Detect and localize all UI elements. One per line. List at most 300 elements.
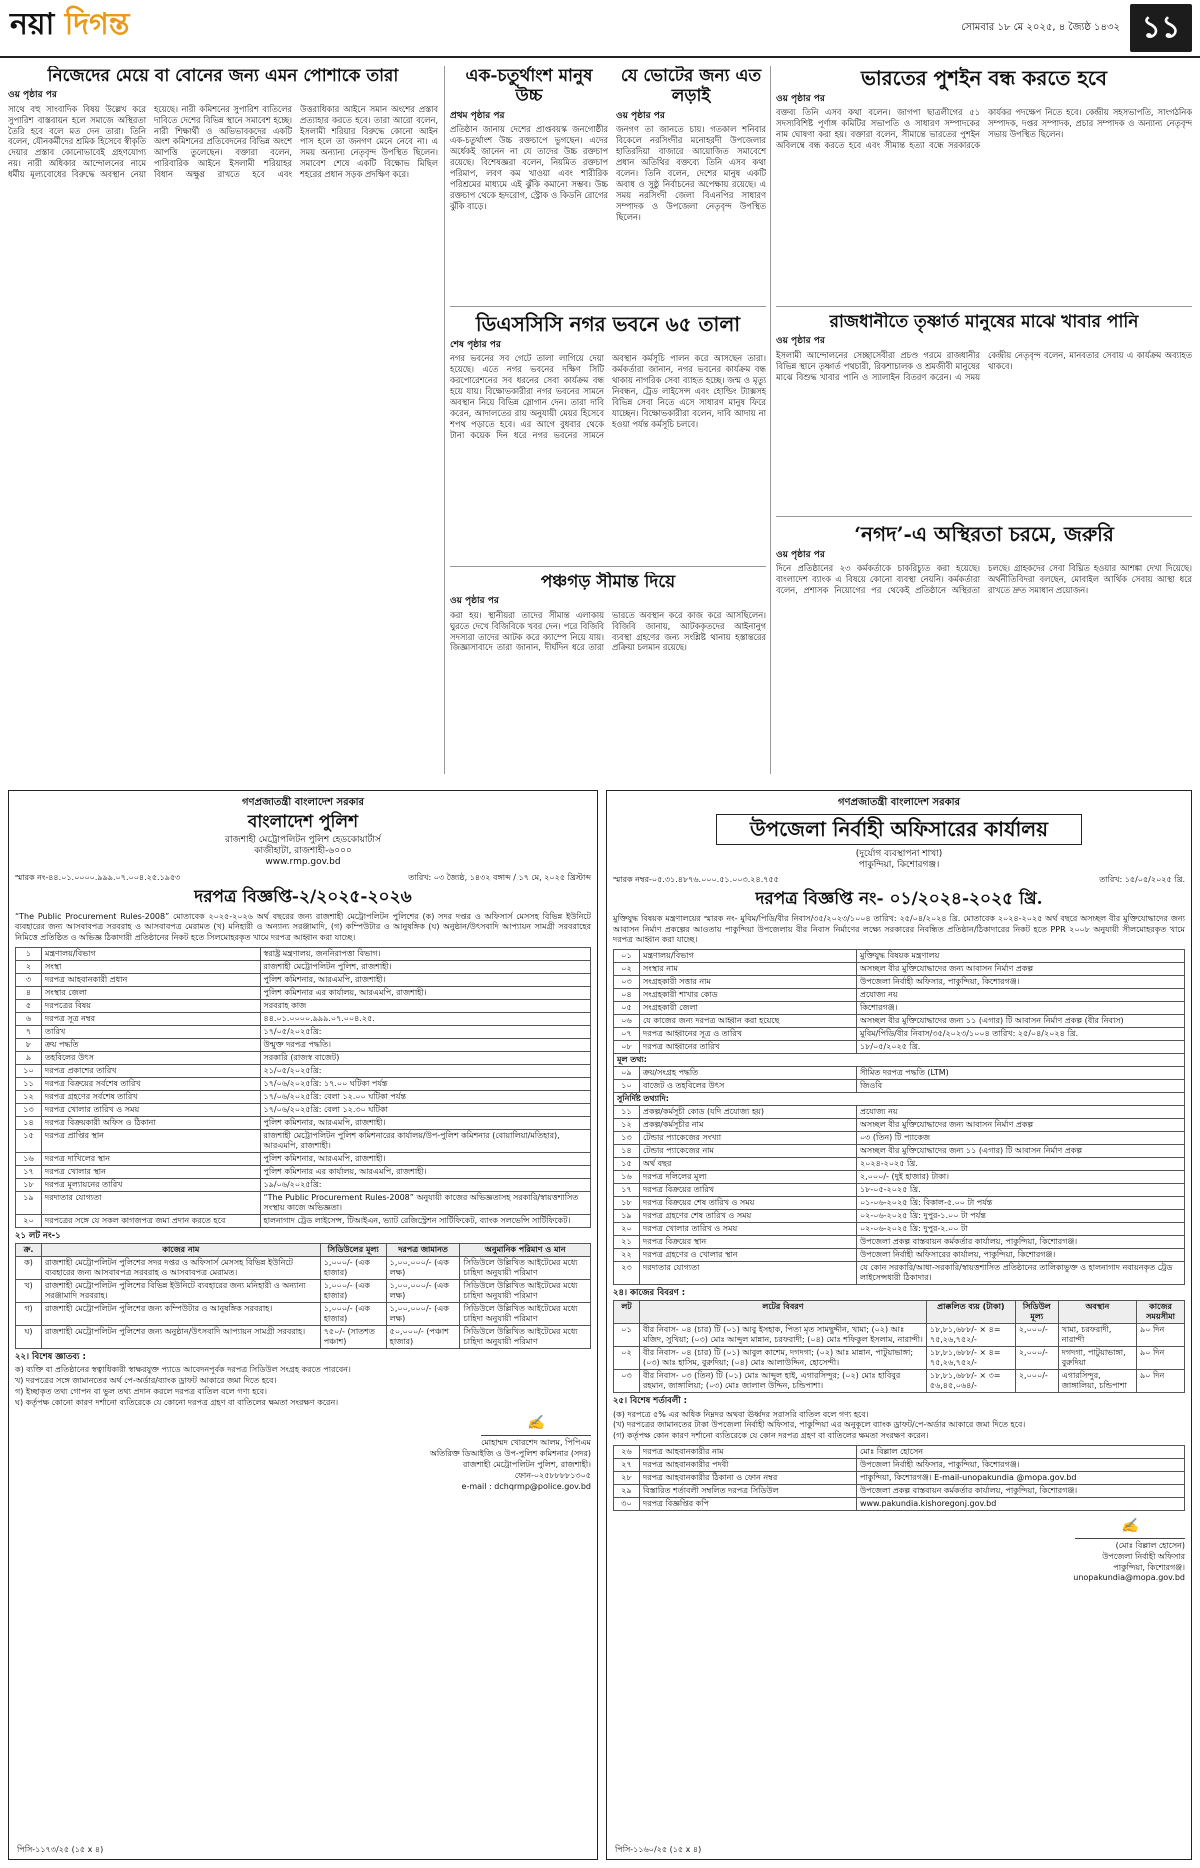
table-cell: সরবরাহ কাজ xyxy=(260,999,591,1012)
table-cell: দরপত্র বিক্রয়ের সর্বশেষ তারিখ xyxy=(42,1077,261,1090)
table-cell: দরপত্র বিজ্ঞপ্তির কপি xyxy=(640,1498,857,1511)
table-cell: তারিখ xyxy=(42,1025,261,1038)
table-cell: টেন্ডার প্যাকেজের নাম xyxy=(640,1145,857,1158)
table-cell: প্রকল্প/কর্মসূচী কোড (যদি প্রযোজ্য হয়) xyxy=(640,1106,857,1119)
table-row xyxy=(16,1025,591,1038)
table-cell: ১৭ xyxy=(16,1165,42,1178)
table-cell: দরপত্র মূল্যায়নের তারিখ xyxy=(42,1178,261,1191)
table-cell: প্রযোজ্য নয় xyxy=(856,1106,1184,1119)
table-cell: ০৩ xyxy=(614,1370,640,1393)
table-cell: স্বরাষ্ট্র মন্ত্রণালয়, জননিরাপত্তা বিভাগ। xyxy=(260,947,591,960)
table-row xyxy=(16,1165,591,1178)
column-header: লট xyxy=(614,1301,640,1324)
table-cell: দরপত্র খোলার তারিখ ও সময় xyxy=(640,1223,857,1236)
dateline: সোমবার ১৮ মে ২০২৫, ৪ জ্যৈষ্ঠ ১৪৩২ xyxy=(961,22,1120,33)
table-cell: মন্ত্রণালয়/বিভাগ xyxy=(640,950,857,963)
table-cell: ২০ xyxy=(614,1223,640,1236)
table-cell: ১৭/০৬/২০২৫খ্রি: বেলা ১২.০০ ঘটিকা পর্যন্ত xyxy=(260,1090,591,1103)
table-cell: বীর নিবাস- ০৪ (চার) টি (০১) আবুল কাশেম, দগদগা; (০২) আঃ মান্নান, পাটুয়াভাঙ্গা; (০৩) আঃ হাসিম, বুরুদিয়া; (০৪) মোঃ আলাউদ্দিন, হোসেন্দী। xyxy=(640,1347,927,1370)
page-number: ১১ xyxy=(1130,4,1192,52)
story-nagad xyxy=(776,522,1192,774)
list-item: (ক) দরপত্রে ৫% এর অধিক নিম্নদর অথবা ঊর্ধ্বদর সরাসরি বাতিল বলে গণ্য হবে। xyxy=(613,1409,869,1419)
table-cell: www.pakundia.kishoregonj.gov.bd xyxy=(856,1498,1184,1511)
table-cell: “The Public Procurement Rules-2008” অনুযায়ী কাজের অভিজ্ঞতাসহ সরকারি/স্বায়ত্তশাসিত সংস্থায় কাজে অভিজ্ঞতা। xyxy=(260,1191,591,1214)
table-cell: ৯ xyxy=(16,1051,42,1064)
table-cell: ২,০০০/- xyxy=(1015,1370,1058,1393)
table-cell: ২৯ xyxy=(614,1485,640,1498)
table-cell: দরপত্রের সঙ্গে যে সকল কাগজপত্র জমা প্রদান করতে হবে xyxy=(42,1214,261,1227)
table-cell: উপজেলা নির্বাহী অফিসার, পাকুন্দিয়া, কিশোরগঞ্জ। xyxy=(856,976,1184,989)
table-cell: উপজেলা প্রকল্প বাস্তবায়ন কর্মকর্তার কার্যালয়, পাকুন্দিয়া, কিশোরগঞ্জ। xyxy=(856,1236,1184,1249)
table-cell: ১৯/০৬/২০২৫খ্রি: xyxy=(260,1178,591,1191)
column-header: অনুমানিক পরিমাণ ও মান xyxy=(460,1243,591,1256)
table-row xyxy=(614,1498,1185,1511)
table-cell: দরপত্র খোলার স্থান xyxy=(42,1165,261,1178)
table-cell: ০৫ xyxy=(614,1002,640,1015)
email-link[interactable]: unopakundia@mopa.gov.bd xyxy=(1073,1573,1185,1583)
table-cell: ১,০০,০০০/- (এক লক্ষ) xyxy=(386,1302,460,1325)
notes-title: ২২। বিশেষ জ্ঞাতব্য : xyxy=(15,1351,86,1362)
table-cell: ৫ xyxy=(16,999,42,1012)
table-row xyxy=(614,1145,1185,1158)
table-cell: প্রকল্প/কর্মসূচীর নাম xyxy=(640,1119,857,1132)
table-row xyxy=(16,1302,591,1325)
table-cell: ০৩ (তিন) টি প্যাকেজ xyxy=(856,1132,1184,1145)
story-continued: ওয় পৃষ্ঠার পর xyxy=(776,94,825,104)
notice-memo: স্মারক নম্বর-০৫.৩১.৪৮৭৬.০০০.৫১.০০৩.২৪.৭৫৫ xyxy=(613,875,779,884)
story-headline: ডিএসসিসি নগর ভবনে ৬৫ তালা xyxy=(475,312,741,336)
table-row xyxy=(614,1041,1185,1054)
table-row xyxy=(614,1197,1185,1210)
notice-office: (দুর্যোগ ব্যবস্থাপনা শাখা) xyxy=(855,848,943,859)
story-headline: ভারতের পুশইন বন্ধ করতে হবে xyxy=(860,66,1108,90)
table-cell: সীমিত দরপত্র পদ্ধতি (LTM) xyxy=(856,1067,1184,1080)
table-cell: ১৬ xyxy=(16,1152,42,1165)
table-cell: ঘ) xyxy=(16,1325,42,1348)
table-row xyxy=(614,1171,1185,1184)
list-item: (গ) কর্তৃপক্ষ কোন কারণ দর্শানো ব্যতিরেকে যে কোন দরপত্র গ্রহণ বা বাতিলের ক্ষমতা সংরক্ষণ করেন। xyxy=(613,1431,929,1441)
table-cell: ১৪ xyxy=(614,1145,640,1158)
police-tender-notice xyxy=(8,790,598,1860)
table-cell: পুলিশ কমিশনার এর কার্যালয়, আরএমপি, রাজশাহী। xyxy=(260,986,591,999)
news-section xyxy=(0,62,1200,782)
table-cell: ২২ xyxy=(614,1249,640,1262)
table-cell: ৪ xyxy=(16,986,42,999)
terms-title: ২৫। বিশেষ শর্তাবলী : xyxy=(613,1396,688,1407)
table-cell: ২,০০০/- (দুই হাজার) টাকা। xyxy=(856,1171,1184,1184)
table-cell: ক্রয় পদ্ধতি xyxy=(42,1038,261,1051)
table-row xyxy=(16,1325,591,1348)
story-continued: ওয় পৃষ্ঠার পর xyxy=(450,596,499,607)
notice-info-table xyxy=(15,947,591,1228)
notice-intro: মুক্তিযুদ্ধ বিষয়ক মন্ত্রণালয়ের স্মারক নং- মুবিম/পিডি/বীর নিবাস/৩৫/২০২৩/১০০৪ তারিখ: ২৫/০৪/২০২৪ খ্রি. মোতাবেক ২০২৪-২০২৫ অর্থ বছরে অসচ্ছল বীর মুক্তিযোদ্ধাদের জন্য আবাসন নির্মাণ প্রকল্পের আওতায় পাকুন্দিয়া উপজেলায় বীর নিবাস নির্মাণের লক্ষ্যে সরকারের নিবন্ধিত প্রতিষ্ঠান/ঠিকাদারের নিকট হতে PPR ২০০৮ অনুযায়ী সীলমোহরকৃত খামে দরপত্র আহ্বান করা যাচ্ছে। xyxy=(613,914,1185,945)
table-cell: ১৭ xyxy=(614,1184,640,1197)
uno-tender-notice xyxy=(606,790,1192,1860)
table-cell: ১৮-০৫-২০২৫ খ্রি. xyxy=(856,1184,1184,1197)
story-body: সাথে বহু সাংবাদিক বিষয় উল্লেখ করে সুপারিশ বাস্তবায়ন হলে সমাজে অস্থিরতা তৈরি হবে বলে মত দেন তারা। তিনি বলেন, যৌনকর্মীদের শ্রমিক হিসেবে স্বীকৃতি দেয়ার প্রস্তাব কোনোভাবেই গ্রহণযোগ্য নয়। নারী অধিকার আন্দোলনের নামে ধর্মীয় মূল্যবোধের বিরুদ্ধে অবস্থান নেয়া হয়েছে। নারী কমিশনের সুপারিশ বাতিলের দাবিতে দেশের বিভিন্ন স্থানে সমাবেশ হচ্ছে। নারী শিক্ষার্থী ও অভিভাবকদের একটি অংশ কমিশনের প্রতিবেদনের বিভিন্ন অংশে আপত্তি তুলেছেন। বক্তারা বলেন, পারিবারিক আইনে ইসলামী শরিয়াহর বিধান অক্ষুণ্ণ রাখতে হবে এবং উত্তরাধিকার আইনে সমান অংশের প্রস্তাব প্রত্যাহার করতে হবে। তারা আরো বলেন, ইসলামী শরিয়ার বিরুদ্ধে কোনো আইন পাস হলে তা জনগণ মেনে নেবে না। এ সময় অন্যান্য নেতৃবৃন্দ উপস্থিত ছিলেন। সমাবেশ শেষে একটি বিক্ষোভ মিছিল শহরের প্রধান সড়ক প্রদক্ষিণ করে। xyxy=(8,103,438,180)
table-cell: ১৭/০৫/২০২৫খ্রি: xyxy=(260,1025,591,1038)
section-label: মূল তথ্য: xyxy=(614,1054,1185,1067)
table-cell: রাজশাহী মেট্রোপলিটন পুলিশ, রাজশাহী। xyxy=(260,960,591,973)
terms-list xyxy=(613,1410,1185,1442)
table-cell: ১০ xyxy=(16,1064,42,1077)
table-cell: তহবিলের উৎস xyxy=(42,1051,261,1064)
table-cell: দরপত্র আহ্বানের তারিখ xyxy=(640,1041,857,1054)
table-cell: পুলিশ কমিশনার এর কার্যালয়, আরএমপি, রাজশাহী। xyxy=(260,1165,591,1178)
notice-gov: গণপ্রজাতন্ত্রী বাংলাদেশ সরকার xyxy=(242,797,364,808)
table-row xyxy=(16,1051,591,1064)
table-cell: ১৪ xyxy=(16,1116,42,1129)
table-cell: ৬ xyxy=(16,1012,42,1025)
table-cell: খামা, চরফরাদী, নারান্দী xyxy=(1058,1324,1136,1347)
table-cell: মুক্তিযুদ্ধ বিষয়ক মন্ত্রণালয় xyxy=(856,950,1184,963)
table-cell: খ) xyxy=(16,1279,42,1302)
table-cell: সিডিউলে উল্লিখিত আইটেমের মধ্যে চাহিদা অনুযায়ী পরিমাণ xyxy=(460,1279,591,1302)
table-row xyxy=(16,1038,591,1051)
table-cell: দরপত্র বিক্রয়ের স্থান xyxy=(640,1236,857,1249)
story-headline: ‘নগদ’-এ অস্থিরতা চরমে, জরুরি xyxy=(854,522,1114,546)
column-header: ক্র. xyxy=(16,1243,42,1256)
table-cell: ১৫ xyxy=(16,1129,42,1152)
table-cell: ক্রয়/সংগ্রহ পদ্ধতি xyxy=(640,1067,857,1080)
table-row xyxy=(16,1064,591,1077)
table-row xyxy=(16,947,591,960)
table-cell: ০৪ xyxy=(614,989,640,1002)
table-row xyxy=(614,1002,1185,1015)
table-cell: ২৬ xyxy=(614,1446,640,1459)
table-cell: ২৩ xyxy=(614,1262,640,1285)
table-cell: বিস্তারিত শর্তাবলী সম্বলিত দরপত্র সিডিউল xyxy=(640,1485,857,1498)
table-cell: ১,০০০/- (এক হাজার) xyxy=(320,1302,386,1325)
story-dscc xyxy=(450,312,766,562)
table-cell: রাজশাহী মেট্রোপলিটন পুলিশের জন্য কম্পিউটার ও আনুষঙ্গিক সরবরাহ। xyxy=(42,1302,321,1325)
table-row xyxy=(16,1152,591,1165)
table-cell: সিডিউলে উল্লিখিত আইটেমের মধ্যে চাহিদা অনুযায়ী পরিমাণ xyxy=(460,1302,591,1325)
table-cell: দরপত্র আহ্বানের সূত্র ও তারিখ xyxy=(640,1028,857,1041)
table-cell: উপজেলা প্রকল্প বাস্তবায়ন কর্মকর্তার কার্যালয়, পাকুন্দিয়া, কিশোরগঞ্জ। xyxy=(856,1485,1184,1498)
story-headline: নিজেদের মেয়ে বা বোনের জন্য এমন পোশাকে তারা xyxy=(47,66,399,86)
table-row xyxy=(614,1459,1185,1472)
table-cell: ২৮ xyxy=(614,1472,640,1485)
table-cell: ০২ xyxy=(614,1347,640,1370)
table-row xyxy=(16,960,591,973)
table-cell: ১৮,৮১,৬৮৮/- × ৪= ৭৫,২৬,৭৫২/- xyxy=(926,1347,1015,1370)
table-cell: ১৩ xyxy=(16,1103,42,1116)
notice-intro: “The Public Procurement Rules-2008” মোতাবেক ২০২৫-২০২৬ অর্থ বছরের জন্য রাজশাহী মেট্রোপলিটন পুলিশের (ক) সদর দপ্তর ও অফিসার্স মেসসহ বিভিন্ন ইউনিটে ব্যবহারের জন্য আসবাবপত্র সরবরাহ ও আসবাবপত্র মেরামত (খ) মনিহারী ও অন্যান্য সরঞ্জামাদি, (গ) কম্পিউটার ও আনুষঙ্গিক (ঘ) অনুষ্ঠান/উৎসবাদি আপ্যায়ন সামগ্রী সরবরাহের নিমিত্তে প্রতিষ্ঠিত ও অভিজ্ঞ ঠিকাদারী প্রতিষ্ঠানের নিকট হতে সিলমোহরকৃত খামে দরপত্র আহ্বান করা যাচ্ছে। xyxy=(15,911,591,942)
column-header: সিডিউল মূল্য xyxy=(1015,1301,1058,1324)
table-cell: পুলিশ কমিশনার, আরএমপি, রাজশাহী। xyxy=(260,1116,591,1129)
table-cell: ০৮ xyxy=(614,1041,640,1054)
table-cell: ১০ xyxy=(614,1080,640,1093)
table-cell: ১৬ xyxy=(614,1171,640,1184)
table-row xyxy=(16,1191,591,1214)
table-cell: উপজেলা নির্বাহী অফিসার, পাকুন্দিয়া, কিশোরগঞ্জ। xyxy=(856,1459,1184,1472)
table-cell: উন্মুক্ত দরপত্র পদ্ধতি। xyxy=(260,1038,591,1051)
table-row xyxy=(614,1080,1185,1093)
table-cell: উপজেলা নির্বাহী অফিসারের কার্যালয়, পাকুন্দিয়া, কিশোরগঞ্জ। xyxy=(856,1249,1184,1262)
table-cell: মন্ত্রণালয়/বিভাগ xyxy=(42,947,261,960)
signature: ✍ xyxy=(481,1414,591,1436)
table-row xyxy=(16,1103,591,1116)
section-label: সুনির্দিষ্ট তথ্যাদি: xyxy=(614,1093,1185,1106)
table-cell: সংস্থা xyxy=(42,960,261,973)
table-cell: ১৭/০৬/২০২৫খ্রি: ১৭.০০ ঘটিকা পর্যন্ত xyxy=(260,1077,591,1090)
table-row xyxy=(614,950,1185,963)
table-row xyxy=(16,999,591,1012)
table-cell: বাজেট ও তহবিলের উৎস xyxy=(640,1080,857,1093)
table-cell: প্রযোজ্য নয় xyxy=(856,989,1184,1002)
table-cell: ১১ xyxy=(16,1077,42,1090)
notice-title: দরপত্র বিজ্ঞপ্তি-২/২০২৫-২০২৬ xyxy=(194,886,412,907)
table-cell: ৫০,০০০/- (পঞ্চাশ হাজার) xyxy=(386,1325,460,1348)
table-cell: কিশোরগঞ্জ। xyxy=(856,1002,1184,1015)
table-cell: সরকারি (রাজস্ব বাজেট) xyxy=(260,1051,591,1064)
column-header: সিডিউলের মূল্য xyxy=(320,1243,386,1256)
table-row xyxy=(614,1347,1185,1370)
work-title: ২৪। কাজের বিবরণ : xyxy=(613,1288,686,1299)
email-link[interactable]: e-mail : dchqrmp@police.gov.bd xyxy=(461,1481,591,1491)
table-row xyxy=(614,1106,1185,1119)
table-cell: সংগ্রহকারী শাখার কোড xyxy=(640,989,857,1002)
table-cell: টেন্ডার প্যাকেজের সংখ্যা xyxy=(640,1132,857,1145)
table-cell: অসচ্ছল বীর মুক্তিযোদ্ধাদের জন্য আবাসন নির্মাণ প্রকল্প xyxy=(856,1119,1184,1132)
table-cell: ৯০ দিন xyxy=(1137,1347,1185,1370)
column-header: লটের বিবরণ xyxy=(640,1301,927,1324)
table-row xyxy=(614,976,1185,989)
table-cell: যে কোন সরকারি/আধা-সরকারি/স্বায়ত্তশাসিত প্রতিষ্ঠানের তালিকাভুক্ত ও হালনাগাদ নবায়নকৃত ট্রেড লাইসেন্সধারী ঠিকাদার। xyxy=(856,1262,1184,1285)
table-cell: ০৯ xyxy=(614,1067,640,1080)
column-header: অবস্থান xyxy=(1058,1301,1136,1324)
table-cell: ০২-০৬-২০২৫ খ্রি: দুপুর-১.০০ টা পর্যন্ত xyxy=(856,1210,1184,1223)
notice-dept: উপজেলা নির্বাহী অফিসারের কার্যালয় xyxy=(716,814,1082,845)
table-cell: অসচ্ছল বীর মুক্তিযোদ্ধাদের জন্য ১১ (এগার) টি আবাসন নির্মাণ প্রকল্প xyxy=(856,1145,1184,1158)
table-cell: বীর নিবাস- ০৩ (তিন) টি (০১) মোঃ আব্দুল হাই, এগারসিন্দুর; (০২) মোঃ হাবিবুর রহমান, জাঙ্গালিয়া; (০৩) মোঃ জালাল উদ্দিন, চন্ডিপাশা। xyxy=(640,1370,927,1393)
table-row xyxy=(16,1090,591,1103)
story-continued: ওয় পৃষ্ঠার পর xyxy=(8,90,57,101)
table-cell: দরপত্রের বিষয় xyxy=(42,999,261,1012)
table-cell: দরপত্র দাখিলের স্থান xyxy=(42,1152,261,1165)
table-cell: ২১/০৫/২০২৫খ্রি: xyxy=(260,1064,591,1077)
table-cell: ১,০০০/- (এক হাজার) xyxy=(320,1279,386,1302)
table-cell: ৩ xyxy=(16,973,42,986)
table-cell: দরপত্র গ্রহণের ও খোলার স্থান xyxy=(640,1249,857,1262)
table-row xyxy=(614,1249,1185,1262)
table-row xyxy=(614,1223,1185,1236)
notes-list xyxy=(15,1365,591,1408)
table-cell: হালনাগাদ ট্রেড লাইসেন্স, টিআইএন, ভ্যাট রেজিস্ট্রেশন সার্টিফিকেট, ব্যাংক সলভেন্সি সার্টিফিকেট। xyxy=(260,1214,591,1227)
story-headline: যে ভোটের জন্য এত লড়াই xyxy=(620,66,762,107)
table-cell: ৭ xyxy=(16,1025,42,1038)
table-row xyxy=(16,1178,591,1191)
table-cell: ৯০ দিন xyxy=(1137,1324,1185,1347)
table-cell: ০১-০৬-২০২৫ খ্রি: বিকাল-৫.০০ টা পর্যন্ত xyxy=(856,1197,1184,1210)
table-cell: দরপত্র দলিলের মূল্য xyxy=(640,1171,857,1184)
table-row xyxy=(614,1324,1185,1347)
table-cell: ০৭ xyxy=(614,1028,640,1041)
table-cell: ১২ xyxy=(16,1090,42,1103)
list-item: ঘ) কর্তৃপক্ষ কোনো কারণ দর্শানো ব্যতিরেকে যে কোনো দরপত্র গ্রহণ বা বাতিলের ক্ষমতা সংরক্ষণ করেন। xyxy=(15,1397,339,1407)
table-cell: ১৭/০৬/২০২৫খ্রি: বেলা ১২.৩০ ঘটিকা xyxy=(260,1103,591,1116)
list-item: গ) ইচ্ছাকৃত তথ্য গোপন বা ভুল তথ্য প্রদান করলে দরপত্র বাতিল বলে গণ্য হবে। xyxy=(15,1386,267,1396)
story-vote xyxy=(616,66,766,302)
table-cell: রাজশাহী মেট্রোপলিটন পুলিশের বিভিন্ন ইউনিটে ব্যবহারের জন্য মনিহারী ও অন্যান্য সরঞ্জামাদি সরবরাহ। xyxy=(42,1279,321,1302)
table-cell: ২,০০০/- xyxy=(1015,1324,1058,1347)
table-row xyxy=(614,1485,1185,1498)
pc-code: পিসি-১১৬০/২৫ (১৫ x ৪) xyxy=(615,1845,702,1854)
table-cell: ২৭ xyxy=(614,1459,640,1472)
table-cell: রাজশাহী মেট্রোপলিটন পুলিশের সদর দপ্তর ও অফিসার্স মেসসহ বিভিন্ন ইউনিটে ব্যবহারের জন্য আসবাবপত্র সরবরাহ ও আসবাবপত্র মেরামত। xyxy=(42,1256,321,1279)
table-cell: অসচ্ছল বীর মুক্তিযোদ্ধাদের জন্য ১১ (এগার) টি আবাসন নির্মাণ প্রকল্প (বীর নিবাস) xyxy=(856,1015,1184,1028)
work-table xyxy=(613,1300,1185,1393)
table-row xyxy=(614,1015,1185,1028)
table-cell: গ) xyxy=(16,1302,42,1325)
table-row xyxy=(16,1116,591,1129)
list-item: ক) ব্যক্তি বা প্রতিষ্ঠানের স্বত্বাধিকারী স্বাক্ষরযুক্ত প্যাডে আবেদনপূর্বক দরপত্র সিডিউল সংগ্রহ করতে পারবেন। xyxy=(15,1365,351,1375)
table-cell: দরদাতার যোগ্যতা xyxy=(640,1262,857,1285)
table-row xyxy=(16,973,591,986)
table-cell: ১,০০,০০০/- (এক লক্ষ) xyxy=(386,1279,460,1302)
table-cell: ৭৫০/- (সাতশত পঞ্চাশ) xyxy=(320,1325,386,1348)
notice-info-table xyxy=(613,949,1185,1285)
notice-date: তারিখ: ১৫/০৫/২০২৫ খ্রি. xyxy=(1099,875,1185,884)
table-cell: দরপত্র আহবানকারীর ঠিকানা ও ফোন নম্বর xyxy=(640,1472,857,1485)
table-row xyxy=(614,1067,1185,1080)
table-cell: ০২-০৬-২০২৫ খ্রি: দুপুর-২.০০ টা xyxy=(856,1223,1184,1236)
table-cell: সংস্থার নাম xyxy=(640,963,857,976)
notice-title: দরপত্র বিজ্ঞপ্তি নং- ০১/২০২৪-২০২৫ খ্রি. xyxy=(755,889,1043,909)
table-cell: দরদাতার যোগ্যতা xyxy=(42,1191,261,1214)
table-row xyxy=(16,1214,591,1227)
table-cell: দরপত্র প্রকাশের তারিখ xyxy=(42,1064,261,1077)
table-cell: দরপত্র প্রাপ্তির স্থান xyxy=(42,1129,261,1152)
table-cell: পুলিশ কমিশনার, আরএমপি, রাজশাহী। xyxy=(260,1152,591,1165)
table-cell: সংগ্রহকারী সত্তার নাম xyxy=(640,976,857,989)
lot-table xyxy=(15,1243,591,1349)
story-continued: শেষ পৃষ্ঠার পর xyxy=(450,340,501,350)
table-cell: এগারসিন্দুর, জাঙ্গালিয়া, চন্ডিপাশা xyxy=(1058,1370,1136,1393)
table-row xyxy=(16,1279,591,1302)
story-headline: এক-চতুর্থাংশ মানুষ উচ্চ xyxy=(465,66,593,107)
notice-address: কাজীহাটা, রাজশাহী-৬০০০ xyxy=(254,846,352,856)
table-row xyxy=(614,1446,1185,1459)
table-cell: দরপত্র বিক্রয়ের শেষ তারিখ ও সময় xyxy=(640,1197,857,1210)
table-row xyxy=(614,1158,1185,1171)
table-cell: সিডিউলে উল্লিখিত আইটেমের মধ্যে চাহিদা অনুযায়ী পরিমাণ xyxy=(460,1256,591,1279)
table-cell: ২,০০০/- xyxy=(1015,1347,1058,1370)
table-cell: জিওবি xyxy=(856,1080,1184,1093)
table-row xyxy=(16,1129,591,1152)
table-cell: সংস্থার জেলা xyxy=(42,986,261,999)
table-cell: ০৬ xyxy=(614,1015,640,1028)
lot-title: ২১ লট নং-১ xyxy=(15,1230,61,1241)
table-cell: ১১ xyxy=(614,1106,640,1119)
table-cell: ০২ xyxy=(614,963,640,976)
story-body: প্রতিষ্ঠান জানায় দেশের প্রাপ্তবয়স্ক জনগোষ্ঠীর এক-চতুর্থাংশ উচ্চ রক্তচাপে ভুগছেন। এদের অর্ধেকই জানেন না যে তাদের উচ্চ রক্তচাপ রয়েছে। বিশেষজ্ঞরা বলেন, নিয়মিত রক্তচাপ পরিমাপ, লবণ কম খাওয়া এবং শারীরিক পরিশ্রমের মাধ্যমে এই ঝুঁকি কমানো সম্ভব। উচ্চ রক্তচাপ থেকে হৃদরোগ, স্ট্রোক ও কিডনি রোগের ঝুঁকি বাড়ে। xyxy=(450,124,608,211)
table-row xyxy=(16,1077,591,1090)
table-row xyxy=(614,1262,1185,1285)
signature-block: ✍ (মোঃ বিল্লাল হোসেন) উপজেলা নির্বাহী অফিসার পাকুন্দিয়া, কিশোরগঞ্জ। unopakundia@mopa.gov.bd xyxy=(1073,1518,1185,1583)
story-clothing xyxy=(8,66,438,774)
table-cell: ০৩ xyxy=(614,976,640,989)
column-header: কাজের সময়সীমা xyxy=(1137,1301,1185,1324)
table-cell: দরপত্র গ্রহণের শেষ তারিখ ও সময় xyxy=(640,1210,857,1223)
table-row xyxy=(614,963,1185,976)
table-cell: রাজশাহী মেট্রোপলিটন পুলিশ কমিশনারের কার্যালয়/উপ-পুলিশ কমিশনার (বোয়ালিয়া/মতিহার), আরএমপি, রাজশাহী। xyxy=(260,1129,591,1152)
table-row xyxy=(614,1236,1185,1249)
story-body: দিনে প্রতিষ্ঠানের ২৩ কর্মকর্তাকে চাকরিচ্যুত করা হয়েছে। বাংলাদেশ ব্যাংক এ বিষয়ে কোনো ব্যবস্থা নেয়নি। কর্মকর্তারা বলেন, প্রশাসক নিয়োগের পর থেকেই প্রতিষ্ঠানে অস্থিরতা চলছে। গ্রাহকদের সেবা বিঘ্নিত হওয়ার আশঙ্কা দেখা দিয়েছে। অর্থনীতিবিদরা বলছেন, মোবাইল আর্থিক সেবায় আস্থা ধরে রাখতে দ্রুত সমাধান প্রয়োজন। xyxy=(776,563,1192,596)
pc-code: পিসি-১১৭৩/২৫ (১৫ x ৪) xyxy=(17,1845,104,1854)
table-cell: দরপত্র বিক্রয়কারী অফিস ও ঠিকানা xyxy=(42,1116,261,1129)
table-cell: দরপত্র গ্রহণের সর্বশেষ তারিখ xyxy=(42,1090,261,1103)
table-cell: ১৮ xyxy=(614,1197,640,1210)
table-cell: ২১ xyxy=(614,1236,640,1249)
table-row xyxy=(614,1119,1185,1132)
table-cell: ৮ xyxy=(16,1038,42,1051)
table-cell: ৩০ xyxy=(614,1498,640,1511)
table-cell: সিডিউলে উল্লিখিত আইটেমের মধ্যে চাহিদা অনুযায়ী পরিমাণ xyxy=(460,1325,591,1348)
story-body: জনগণ তা জানতে চায়। গতকাল শনিবার বিকেলে নরসিংদীর মনোহরদী উপজেলার হাতিরদিয়া বাজারে আয়োজিত সমাবেশে প্রধান অতিথির বক্তব্যে তিনি এসব কথা বলেন। তিনি বলেন, দেশের মানুষ একটি অবাধ ও সুষ্ঠু নির্বাচনের অপেক্ষায় রয়েছে। এ সময় নরসিংদী জেলা বিএনপির সাধারণ সম্পাদক ও উপজেলা নেতৃবৃন্দ উপস্থিত ছিলেন। xyxy=(616,124,766,222)
table-cell: দগদগা, পাটুয়াভাঙ্গা, বুরুদিয়া xyxy=(1058,1347,1136,1370)
notice-office: রাজশাহী মেট্রোপলিটন পুলিশ হেডকোয়ার্টার্স xyxy=(225,834,381,845)
table-cell: ১৮/০৫/২০২৫ খ্রি. xyxy=(856,1041,1184,1054)
table-cell: দরপত্র আহবানকারীর পদবী xyxy=(640,1459,857,1472)
table-cell: পাকুন্দিয়া, কিশোরগঞ্জ। E-mail-unopakundia @mopa.gov.bd xyxy=(856,1472,1184,1485)
story-pushin xyxy=(776,66,1192,302)
table-cell: যে কাজের জন্য দরপত্র আহ্বান করা হয়েছে xyxy=(640,1015,857,1028)
notice-memo: স্মারক নং-৪৪.০১.০০০০.৯৯৯.০৭.০০৪.২৫.১৯৫৩ xyxy=(15,872,181,882)
story-water xyxy=(776,312,1192,512)
table-cell: ১২ xyxy=(614,1119,640,1132)
story-headline: পঞ্চগড় সীমান্ত দিয়ে xyxy=(540,572,676,592)
masthead xyxy=(0,0,1200,58)
table-cell: দরপত্র আহবানকারী প্রধান xyxy=(42,973,261,986)
table-cell: ০১ xyxy=(614,950,640,963)
notice-web[interactable]: www.rmp.gov.bd xyxy=(265,857,341,868)
table-cell: ১৯ xyxy=(16,1191,42,1214)
table-row xyxy=(614,989,1185,1002)
table-row xyxy=(614,1210,1185,1223)
table-row xyxy=(614,1370,1185,1393)
story-headline: রাজধানীতে তৃষ্ণার্ত মানুষের মাঝে খাবার পানি xyxy=(829,312,1139,332)
notice-address: পাকুন্দিয়া, কিশোরগঞ্জ। xyxy=(858,859,940,870)
table-cell: দরপত্র আহবানকারীর নাম xyxy=(640,1446,857,1459)
table-cell: ২০ xyxy=(16,1214,42,1227)
table-cell: ১৮,৮১,৬৮৮/- × ৩= ৫৬,৪৫,০৬৪/- xyxy=(926,1370,1015,1393)
table-cell: ০১ xyxy=(614,1324,640,1347)
table-cell: পুলিশ কমিশনার, আরএমপি, রাজশাহী। xyxy=(260,973,591,986)
table-cell: সংগ্রহকারী জেলা xyxy=(640,1002,857,1015)
notice-dept: বাংলাদেশ পুলিশ xyxy=(247,811,359,832)
table-cell: ১৯ xyxy=(614,1210,640,1223)
signature: ✍ xyxy=(1075,1517,1185,1539)
story-body: ইসলামী আন্দোলনের সেচ্ছাসেবীরা প্রচণ্ড গরমে রাজধানীর বিভিন্ন স্থানে তৃষ্ণার্ত পথচারী, রিকশাচালক ও শ্রমজীবী মানুষের মাঝে বিশুদ্ধ খাবার পানি ও স্যালাইন বিতরণ করেন। এ সময় কেন্দ্রীয় নেতৃবৃন্দ বলেন, মানবতার সেবায় এ কার্যক্রম অব্যাহত থাকবে। xyxy=(776,349,1192,382)
list-item: খ) দরপত্রের সঙ্গে জামানতের অর্থ পে-অর্ডার/ব্যাংক ড্রাফট আকারে জমা দিতে হবে। xyxy=(15,1375,277,1385)
table-row xyxy=(16,1256,591,1279)
story-continued: প্রথম পৃষ্ঠার পর xyxy=(450,110,505,121)
notice-gov: গণপ্রজাতন্ত্রী বাংলাদেশ সরকার xyxy=(838,797,960,808)
story-body: করা হয়। স্থানীয়রা তাদের সীমান্ত এলাকায় ঘুরতে দেখে বিজিবিকে খবর দেন। পরে বিজিবি সদস্যরা তাদের আটক করে ক্যাম্পে নিয়ে যায়। জিজ্ঞাসাবাদে তারা জানান, দীর্ঘদিন ধরে তারা ভারতে অবস্থান করে কাজ করে আসছিলেন। বিজিবি জানায়, আটককৃতদের আইনানুগ ব্যবস্থা গ্রহণের জন্য সংশ্লিষ্ট থানায় হস্তান্তরের প্রক্রিয়া চলমান রয়েছে। xyxy=(450,609,766,653)
table-cell: ১৩ xyxy=(614,1132,640,1145)
table-row xyxy=(614,1132,1185,1145)
table-cell: ৪৪.০১.০০০০.৯৯৯.০৭.০০৪.২৫. xyxy=(260,1012,591,1025)
story-body: বক্তব্য তিনি এসব কথা বলেন। জাগপা ছাত্রলীগের ৫১ সদস্যবিশিষ্ট পূর্ণাঙ্গ কমিটির সভাপতি ও সাধারণ সম্পাদকের নাম ঘোষণা করা হয়। বক্তারা বলেন, সীমান্তে ভারতের পুশইন অবিলম্বে বন্ধ করতে হবে এবং সীমান্ত হত্যা বন্ধে সরকারকে কার্যকর পদক্ষেপ নিতে হবে। কেন্দ্রীয় সহসভাপতি, সাংগঠনিক সম্পাদক, দপ্তর সম্পাদক, প্রচার সম্পাদক ও অন্যান্য নেতৃবৃন্দ সভায় উপস্থিত ছিলেন। xyxy=(776,107,1192,151)
table-cell: ২ xyxy=(16,960,42,973)
table-cell: দরপত্র বিক্রয়ের তারিখ xyxy=(640,1184,857,1197)
table-row xyxy=(614,1184,1185,1197)
column-header: প্রাক্কলিত ব্যয় (টাকা) xyxy=(926,1301,1015,1324)
table-cell: ১,০০০/- (এক হাজার) xyxy=(320,1256,386,1279)
table-cell: মুবিম/পিডি/বীর নিবাস/৩৫/২০২৩/১০০৪ তারিখ: ২৫/০৪/২০২৪ খ্রি. xyxy=(856,1028,1184,1041)
